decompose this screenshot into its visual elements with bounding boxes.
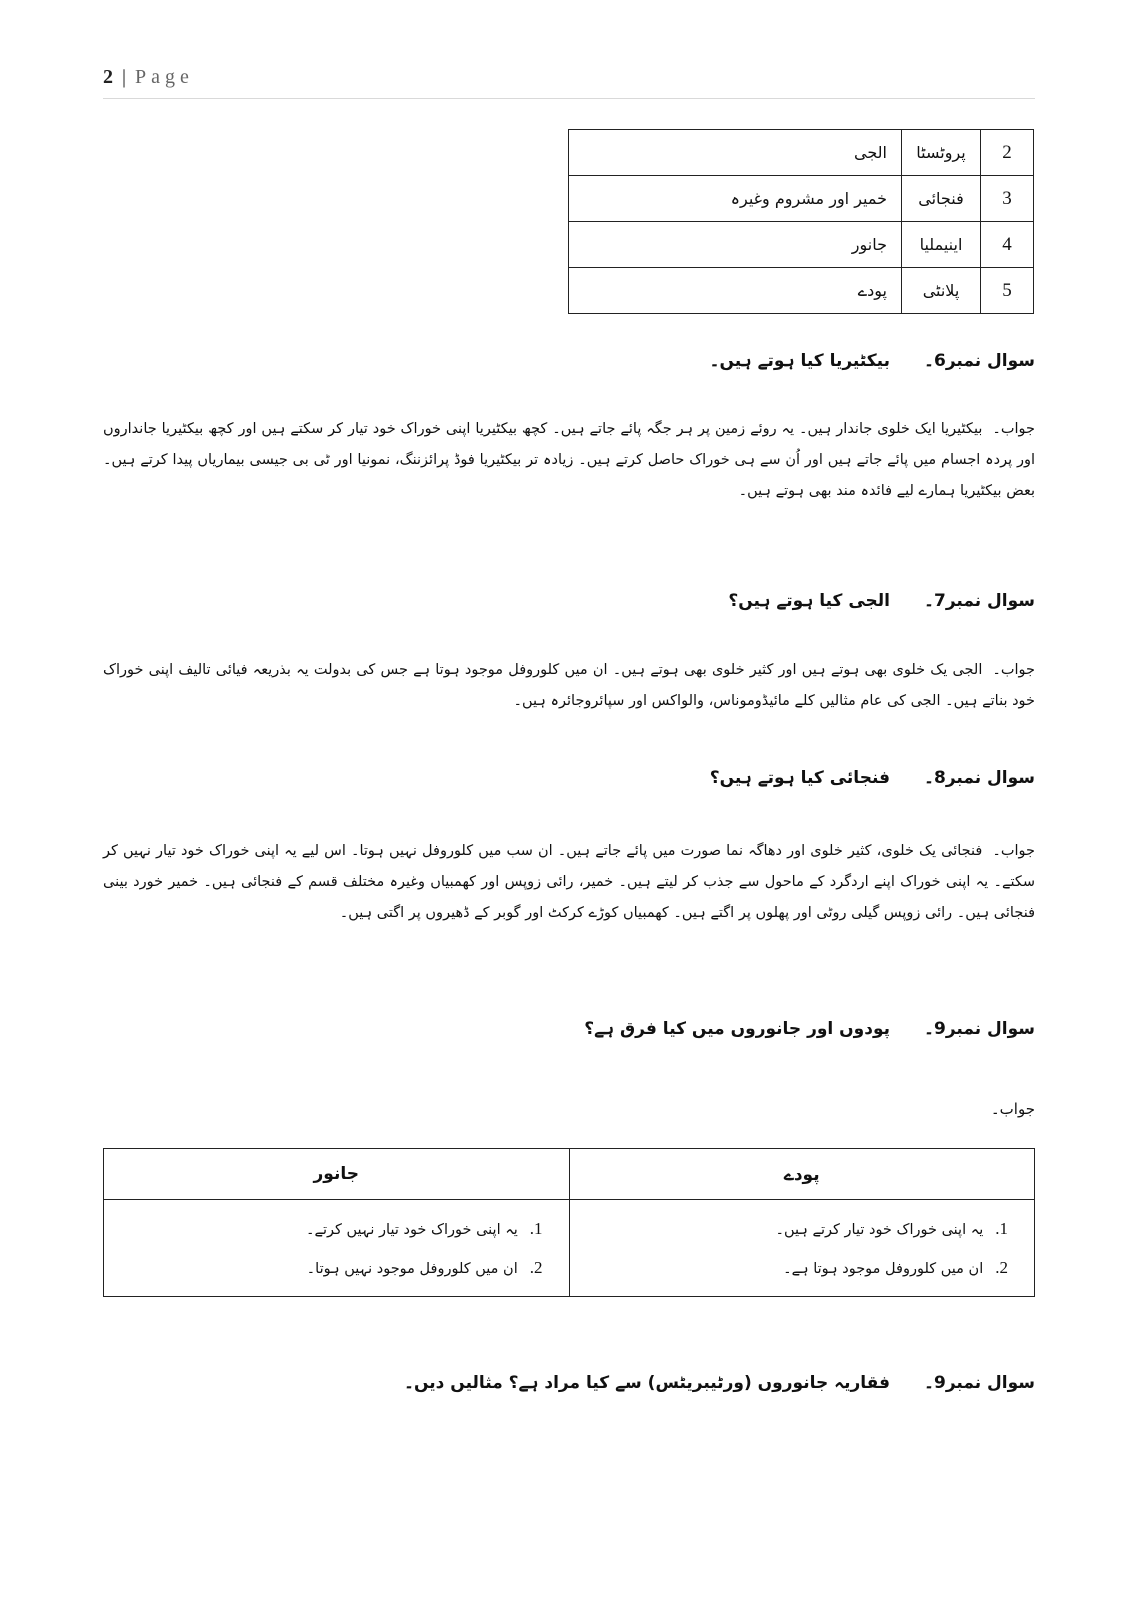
table-row [569, 176, 1034, 222]
item-text: ان میں کلوروفل موجود نہیں ہوتا۔ [306, 1261, 518, 1277]
question-text: فقاریہ جانوروں (ورٹیبریٹس) سے کیا مراد ہے؟ مثالیں دیں۔ [404, 1373, 891, 1393]
item-text: ان میں کلوروفل موجود ہوتا ہے۔ [783, 1261, 984, 1277]
question-text: بیکٹیریا کیا ہوتے ہیں۔ [709, 351, 891, 371]
question-label: سوال نمبر7۔ [924, 591, 1035, 611]
kingdom-example: خمیر اور مشروم وغیرہ [569, 176, 902, 222]
kingdom-name: فنجائی [902, 176, 981, 222]
table-row [569, 268, 1034, 314]
kingdom-name: پروٹسٹا [902, 130, 981, 176]
page-header [103, 66, 1035, 99]
question-text: پودوں اور جانوروں میں کیا فرق ہے؟ [584, 1019, 891, 1039]
answer-label: جواب۔ [992, 843, 1035, 859]
item-number: 2. [995, 1258, 1008, 1277]
table-row [569, 222, 1034, 268]
question-text: الجی کیا ہوتے ہیں؟ [728, 591, 891, 611]
table-row [104, 1200, 1035, 1297]
question-label: سوال نمبر6۔ [924, 351, 1035, 371]
page-separator: | [122, 66, 127, 88]
item-text: یہ اپنی خوراک خود تیار کرتے ہیں۔ [775, 1222, 984, 1238]
page-number: 2 [103, 66, 113, 88]
answer-text: فنجائی یک خلوی، کثیر خلوی اور دھاگہ نما صورت میں پائے جاتے ہیں۔ ان سب میں کلوروفل نہیں ہوتا۔ اس لیے یہ اپنی خوراک خود تیار نہیں کر سکتے۔ یہ اپنی خوراک اپنے اردگرد کے ماحول سے جذب کر لیتے ہیں۔ خمیر، رائی زوپس اور کھمبیاں وغیرہ مختلف قسم کے فنجائی ہیں۔ خمیر خورد بینی فنجائی ہیں۔ رائی زوپس گیلی روٹی اور پھلوں پر اگتے ہیں۔ کھمبیاں کوڑے کرکٹ اور گوبر کے ڈھیروں پر اگتی ہیں۔ [103, 843, 1035, 921]
answer-9-label [103, 1094, 1035, 1125]
question-label: سوال نمبر9۔ [924, 1373, 1035, 1393]
question-6 [709, 350, 1035, 371]
animals-header: جانور [104, 1149, 570, 1200]
answer-label: جواب۔ [992, 662, 1035, 678]
kingdom-example: الجی [569, 130, 902, 176]
question-8 [710, 767, 1035, 788]
list-item [114, 1210, 543, 1249]
row-number: 5 [981, 268, 1034, 314]
table-header-row [104, 1149, 1035, 1200]
kingdom-name: اینیملیا [902, 222, 981, 268]
item-number: 1. [529, 1219, 543, 1238]
answer-label: جواب۔ [990, 1100, 1035, 1118]
answer-7 [103, 655, 1035, 717]
list-item [580, 1210, 1009, 1249]
kingdom-table [568, 129, 1034, 314]
kingdom-name: پلانٹی [902, 268, 981, 314]
comparison-table [103, 1148, 1035, 1297]
answer-text: بیکٹیریا ایک خلوی جاندار ہیں۔ یہ روئے زمین پر ہر جگہ پائے جاتے ہیں۔ کچھ بیکٹیریا اپنی خوراک خود تیار کر سکتے ہیں اور کچھ بیکٹیریا جانداروں اور پردہ اجسام میں پائے جاتے ہیں اور اُن سے ہی خوراک حاصل کرتے ہیں۔ زیادہ تر بیکٹیریا فوڈ پرائزننگ، نمونیا اور ٹی بی جیسی بیماریاں پیدا کرتے ہیں۔ بعض بیکٹیریا ہمارے لیے فائدہ مند بھی ہوتے ہیں۔ [103, 421, 1035, 499]
kingdom-example: پودے [569, 268, 902, 314]
list-item [580, 1249, 1009, 1288]
table-row [569, 130, 1034, 176]
item-number: 1. [995, 1219, 1008, 1238]
row-number: 2 [981, 130, 1034, 176]
answer-8 [103, 836, 1035, 929]
item-number: 2. [529, 1258, 543, 1277]
plants-cell [569, 1200, 1035, 1297]
plants-header: پودے [569, 1149, 1035, 1200]
question-9 [584, 1018, 1035, 1039]
answer-text: الجی یک خلوی بھی ہوتے ہیں اور کثیر خلوی بھی ہوتے ہیں۔ ان میں کلوروفل موجود ہوتا ہے جس کی بدولت یہ بذریعہ فیائی تالیف اپنی خوراک خود بناتے ہیں۔ الجی کی عام مثالیں کلے مائیڈوموناس، والواکس اور سپائروجائرہ ہیں۔ [103, 662, 1035, 709]
question-7 [728, 590, 1035, 611]
animals-cell [104, 1200, 570, 1297]
page-word: Page [135, 66, 194, 88]
question-10 [404, 1372, 1035, 1393]
kingdom-example: جانور [569, 222, 902, 268]
answer-6 [103, 414, 1035, 507]
question-text: فنجائی کیا ہوتے ہیں؟ [709, 768, 891, 788]
row-number: 3 [981, 176, 1034, 222]
question-label: سوال نمبر9۔ [924, 1019, 1035, 1039]
question-label: سوال نمبر8۔ [924, 768, 1035, 788]
row-number: 4 [981, 222, 1034, 268]
list-item [114, 1249, 543, 1288]
answer-label: جواب۔ [992, 421, 1035, 437]
item-text: یہ اپنی خوراک خود تیار نہیں کرتے۔ [305, 1222, 518, 1238]
